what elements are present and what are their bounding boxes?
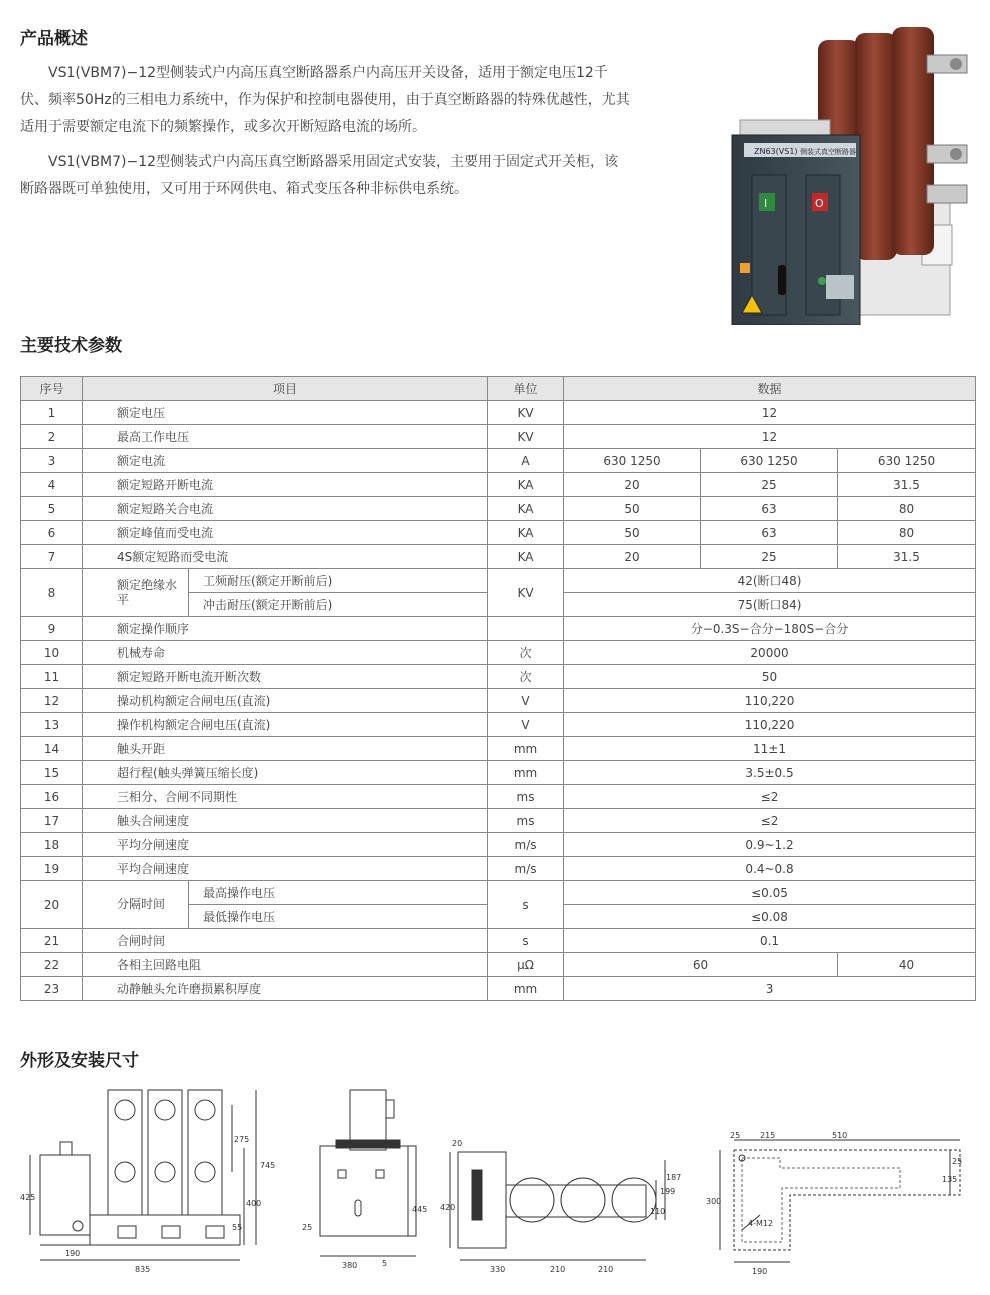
dim-110: 110 — [650, 1207, 666, 1216]
row-no: 6 — [21, 521, 83, 545]
row-unit: KA — [488, 473, 564, 497]
mounting-plan-drawing — [734, 1150, 963, 1250]
row-no: 4 — [21, 473, 83, 497]
row-no: 17 — [21, 809, 83, 833]
row-unit: ms — [488, 785, 564, 809]
mounting-plan-labels — [706, 1131, 962, 1276]
row-no: 20 — [21, 881, 83, 929]
row-item: 额定电流 — [83, 449, 488, 473]
table-row — [21, 833, 976, 857]
row-no: 21 — [21, 929, 83, 953]
row-unit: 次 — [488, 665, 564, 689]
row-unit: A — [488, 449, 564, 473]
row-unit: s — [488, 881, 564, 929]
table-row — [21, 809, 976, 833]
params-heading: 主要技术参数 — [20, 336, 122, 356]
row-item: 平均分闸速度 — [83, 833, 488, 857]
table-row — [21, 689, 976, 713]
row-no: 19 — [21, 857, 83, 881]
row-item: 最高工作电压 — [83, 425, 488, 449]
row-unit: KA — [488, 497, 564, 521]
row-unit: mm — [488, 977, 564, 1001]
dim-380: 380 — [342, 1261, 358, 1270]
table-row — [21, 449, 976, 473]
dim-199: 199 — [660, 1187, 676, 1196]
table-row — [21, 521, 976, 545]
table-row — [21, 401, 976, 425]
row-no: 5 — [21, 497, 83, 521]
dimension-drawings — [20, 1080, 975, 1280]
dim-420: 420 — [440, 1203, 456, 1212]
row-value: 0.1 — [564, 929, 976, 953]
row-no: 23 — [21, 977, 83, 1001]
row-item: 额定电压 — [83, 401, 488, 425]
row-value: 分−0.3S−合分−180S−合分 — [564, 617, 976, 641]
row-no: 10 — [21, 641, 83, 665]
header-data: 数据 — [564, 377, 976, 401]
dim-510: 510 — [832, 1131, 848, 1140]
row-no: 22 — [21, 953, 83, 977]
row-value: 20000 — [564, 641, 976, 665]
dim-5: 5 — [382, 1259, 388, 1268]
row-value: 31.5 — [838, 545, 976, 569]
row-no: 7 — [21, 545, 83, 569]
row-value: 60 — [564, 953, 838, 977]
table-row — [21, 497, 976, 521]
table-row — [21, 761, 976, 785]
table-row — [21, 785, 976, 809]
row-item: 额定操作顺序 — [83, 617, 488, 641]
table-row — [21, 857, 976, 881]
row-value: 12 — [564, 401, 976, 425]
row-no: 8 — [21, 569, 83, 617]
dim-25: 25 — [302, 1223, 313, 1232]
row-unit: KV — [488, 569, 564, 617]
row-item: 操动机构额定合闸电压(直流) — [83, 689, 488, 713]
row-no: 12 — [21, 689, 83, 713]
row-value: 31.5 — [838, 473, 976, 497]
table-row — [21, 953, 976, 977]
row-value: 0.9~1.2 — [564, 833, 976, 857]
side-view-drawing — [320, 1090, 416, 1256]
row-value: 25 — [701, 545, 838, 569]
dim-425: 425 — [20, 1193, 36, 1202]
row-value: 50 — [564, 521, 701, 545]
product-photo — [722, 25, 970, 325]
table-row — [21, 545, 976, 569]
dim-25-mount: 25 — [730, 1131, 741, 1140]
row-value: 75(断口84) — [564, 593, 976, 617]
row-no: 18 — [21, 833, 83, 857]
overview-text — [20, 60, 630, 211]
row-value: ≤0.05 — [564, 881, 976, 905]
dim-55: 55 — [232, 1223, 243, 1232]
row-no: 2 — [21, 425, 83, 449]
table-row — [21, 569, 976, 593]
row-no: 11 — [21, 665, 83, 689]
on-button-label: I — [764, 197, 768, 210]
row-item: 各相主回路电阻 — [83, 953, 488, 977]
table-row — [21, 881, 976, 905]
row-value: 3.5±0.5 — [564, 761, 976, 785]
overview-paragraph-2: VS1(VBM7)−12型侧装式户内高压真空断路器采用固定式安装，主要用于固定式开关柜，该断路器既可单独使用，又可用于环网供电、箱式变压各种非标供电系统。 — [20, 154, 619, 197]
row-value: 25 — [701, 473, 838, 497]
row-item: 额定短路开断电流开断次数 — [83, 665, 488, 689]
table-row — [21, 425, 976, 449]
row-value: ≤2 — [564, 785, 976, 809]
row-unit: KV — [488, 425, 564, 449]
row-subitem: 冲击耐压(额定开断前后) — [189, 593, 488, 617]
dim-210-b: 210 — [598, 1265, 614, 1274]
row-value: 20 — [564, 545, 701, 569]
row-no: 1 — [21, 401, 83, 425]
row-group: 额定绝缘水平 — [83, 569, 189, 617]
dim-190-mount: 190 — [752, 1267, 768, 1276]
row-value: 3 — [564, 977, 976, 1001]
panel-model: ZN63(VS1) — [754, 147, 798, 156]
row-item: 触头开距 — [83, 737, 488, 761]
row-item: 额定短路关合电流 — [83, 497, 488, 521]
row-unit: KA — [488, 521, 564, 545]
row-value: 630 1250 — [701, 449, 838, 473]
row-unit: m/s — [488, 857, 564, 881]
mounting-hole-label: 4-M12 — [748, 1219, 774, 1228]
row-item: 额定峰值而受电流 — [83, 521, 488, 545]
row-value: 11±1 — [564, 737, 976, 761]
row-value: 63 — [701, 521, 838, 545]
row-unit — [488, 617, 564, 641]
row-item: 三相分、合闸不同期性 — [83, 785, 488, 809]
parameters-table — [20, 376, 976, 1001]
row-item: 4S额定短路而受电流 — [83, 545, 488, 569]
row-no: 15 — [21, 761, 83, 785]
table-row — [21, 737, 976, 761]
dim-445: 445 — [412, 1205, 428, 1214]
row-item: 触头合闸速度 — [83, 809, 488, 833]
row-item: 动静触头允许磨损累积厚度 — [83, 977, 488, 1001]
table-row — [21, 977, 976, 1001]
header-no: 序号 — [21, 377, 83, 401]
row-item: 平均合闸速度 — [83, 857, 488, 881]
row-value: 630 1250 — [564, 449, 701, 473]
dim-25-right: 25 — [952, 1157, 963, 1166]
row-no: 9 — [21, 617, 83, 641]
row-value: 20 — [564, 473, 701, 497]
row-value: ≤0.08 — [564, 905, 976, 929]
header-item: 项目 — [83, 377, 488, 401]
row-value: 80 — [838, 521, 976, 545]
row-value: 50 — [564, 665, 976, 689]
dim-835: 835 — [135, 1265, 151, 1274]
row-value: 80 — [838, 497, 976, 521]
dim-275: 275 — [234, 1135, 250, 1144]
row-item: 超行程(触头弹簧压缩长度) — [83, 761, 488, 785]
table-row — [21, 929, 976, 953]
row-subitem: 最高操作电压 — [189, 881, 488, 905]
front-view-drawing — [30, 1090, 256, 1260]
row-unit: mm — [488, 737, 564, 761]
row-value: 0.4~0.8 — [564, 857, 976, 881]
dim-20: 20 — [452, 1139, 463, 1148]
mounting-plan-dims — [720, 1140, 963, 1262]
overview-heading: 产品概述 — [20, 29, 88, 49]
row-subitem: 工频耐压(额定开断前后) — [189, 569, 488, 593]
table-header-row — [21, 377, 976, 401]
table-row — [21, 617, 976, 641]
dim-187: 187 — [666, 1173, 682, 1182]
row-no: 14 — [21, 737, 83, 761]
row-value: 50 — [564, 497, 701, 521]
row-value: 12 — [564, 425, 976, 449]
dim-210-a: 210 — [550, 1265, 566, 1274]
row-item: 合闸时间 — [83, 929, 488, 953]
row-item: 机械寿命 — [83, 641, 488, 665]
row-value: ≤2 — [564, 809, 976, 833]
row-unit: KA — [488, 545, 564, 569]
table-row — [21, 641, 976, 665]
row-unit: m/s — [488, 833, 564, 857]
dim-330: 330 — [490, 1265, 506, 1274]
dim-745: 745 — [260, 1161, 276, 1170]
dim-215: 215 — [760, 1131, 776, 1140]
row-value: 40 — [838, 953, 976, 977]
row-value: 63 — [701, 497, 838, 521]
row-item: 额定短路开断电流 — [83, 473, 488, 497]
dim-190: 190 — [65, 1249, 81, 1258]
row-group: 分隔时间 — [83, 881, 189, 929]
row-no: 3 — [21, 449, 83, 473]
row-unit: KV — [488, 401, 564, 425]
overview-paragraph-1: VS1(VBM7)−12型侧装式户内高压真空断路器系户内高压开关设备，适用于额定电压12千伏、频率50Hz的三相电力系统中，作为保护和控制电器使用，由于真空断路器的特殊优越性，尤其适用于需要额定电流下的频繁操作，或多次开断短路电流的场所。 — [20, 65, 630, 135]
table-row — [21, 473, 976, 497]
row-value: 110,220 — [564, 689, 976, 713]
row-unit: 次 — [488, 641, 564, 665]
table-row — [21, 665, 976, 689]
panel-label: 侧装式真空断路器 — [800, 148, 856, 156]
row-no: 16 — [21, 785, 83, 809]
header-unit: 单位 — [488, 377, 564, 401]
top-view-drawing — [450, 1152, 665, 1260]
row-unit: ms — [488, 809, 564, 833]
dim-400: 400 — [246, 1199, 262, 1208]
row-subitem: 最低操作电压 — [189, 905, 488, 929]
table-row — [21, 713, 976, 737]
row-unit: s — [488, 929, 564, 953]
dim-135: 135 — [942, 1175, 958, 1184]
row-unit: mm — [488, 761, 564, 785]
dims-heading: 外形及安装尺寸 — [20, 1051, 139, 1071]
row-item: 操作机构额定合闸电压(直流) — [83, 713, 488, 737]
row-unit: V — [488, 713, 564, 737]
row-no: 13 — [21, 713, 83, 737]
row-value: 630 1250 — [838, 449, 976, 473]
row-unit: μΩ — [488, 953, 564, 977]
row-value: 42(断口48) — [564, 569, 976, 593]
row-unit: V — [488, 689, 564, 713]
off-button-label: O — [815, 197, 824, 210]
dim-300: 300 — [706, 1197, 722, 1206]
row-value: 110,220 — [564, 713, 976, 737]
